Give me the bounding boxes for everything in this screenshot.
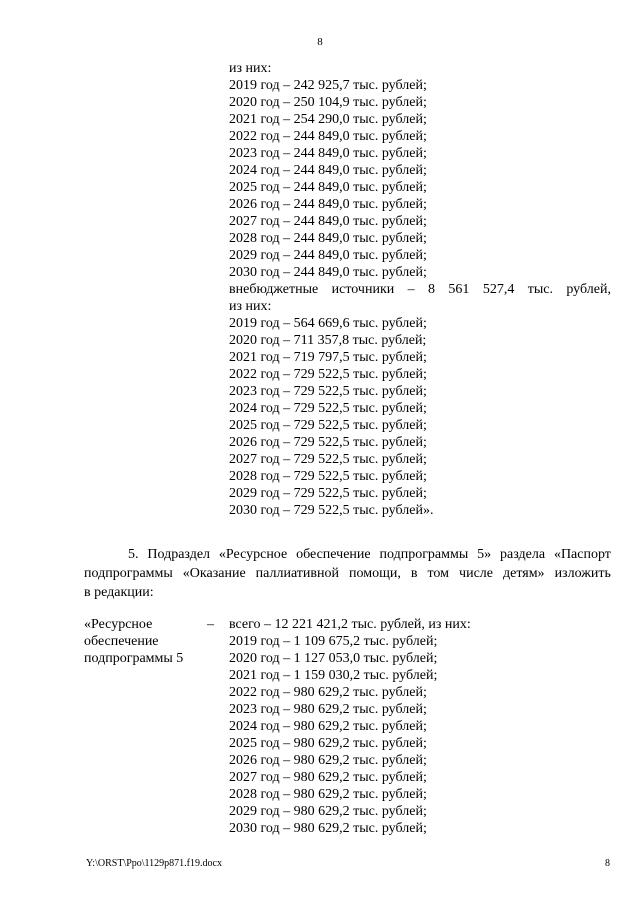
list-item: 2025 год – 729 522,5 тыс. рублей; — [229, 418, 427, 433]
list-item: 2027 год – 729 522,5 тыс. рублей; — [229, 452, 427, 467]
budget-intro: из них: — [229, 61, 272, 76]
resource-dash: – — [207, 617, 214, 632]
word: «Ресурсное — [218, 547, 288, 562]
list-item: 2028 год – 980 629,2 тыс. рублей; — [229, 787, 427, 802]
list-item: 2030 год – 244 849,0 тыс. рублей; — [229, 265, 427, 280]
paragraph-line-2 — [84, 564, 611, 583]
list-item: 2020 год – 250 104,9 тыс. рублей; — [229, 95, 427, 110]
word: изложить — [554, 566, 611, 581]
word: подпрограммы — [379, 547, 469, 562]
list-item: 2024 год – 244 849,0 тыс. рублей; — [229, 163, 427, 178]
word: – — [407, 282, 415, 297]
word: обеспечение — [296, 547, 371, 562]
list-item: 2019 год – 564 669,6 тыс. рублей; — [229, 316, 427, 331]
list-item: 2022 год – 244 849,0 тыс. рублей; — [229, 129, 427, 144]
list-item: 2020 год – 1 127 053,0 тыс. рублей; — [229, 651, 438, 666]
word: «Оказание — [182, 566, 246, 581]
word: числе — [459, 566, 493, 581]
word: том — [427, 566, 450, 581]
footer-page-number: 8 — [605, 858, 610, 869]
list-item: 2021 год – 719 797,5 тыс. рублей; — [229, 350, 427, 365]
resource-label-line: подпрограммы 5 — [84, 651, 184, 666]
word: «Паспорт — [553, 547, 611, 562]
list-item: 2025 год – 980 629,2 тыс. рублей; — [229, 736, 427, 751]
resource-label-line: «Ресурсное — [84, 617, 153, 632]
list-item: 2021 год – 1 159 030,2 тыс. рублей; — [229, 668, 438, 683]
word: 8 — [428, 282, 436, 297]
extrabudget-intro: из них: — [229, 299, 272, 314]
word: помощи, — [349, 566, 401, 581]
paragraph-line-1 — [84, 545, 611, 564]
list-item: 2020 год – 711 357,8 тыс. рублей; — [229, 333, 427, 348]
list-item: 2030 год – 729 522,5 тыс. рублей». — [229, 503, 434, 518]
word: детям» — [502, 566, 545, 581]
resource-label-line: обеспечение — [84, 634, 159, 649]
word: внебюджетные — [229, 282, 319, 297]
word: раздела — [500, 547, 546, 562]
word: рублей, — [566, 282, 611, 297]
word: 5. — [128, 547, 139, 562]
list-item: 2019 год – 242 925,7 тыс. рублей; — [229, 78, 427, 93]
list-item: 2026 год – 729 522,5 тыс. рублей; — [229, 435, 427, 450]
paragraph-line-3: в редакции: — [84, 585, 154, 600]
list-item: 2027 год – 980 629,2 тыс. рублей; — [229, 770, 427, 785]
word: 527,4 — [482, 282, 515, 297]
resource-total: всего – 12 221 421,2 тыс. рублей, из них: — [229, 617, 471, 632]
list-item: 2019 год – 1 109 675,2 тыс. рублей; — [229, 634, 438, 649]
list-item: 2025 год – 244 849,0 тыс. рублей; — [229, 180, 427, 195]
list-item: 2029 год – 244 849,0 тыс. рублей; — [229, 248, 427, 263]
word: 561 — [448, 282, 470, 297]
resource-years-list — [229, 616, 471, 837]
list-item: 2022 год – 729 522,5 тыс. рублей; — [229, 367, 427, 382]
word: в — [410, 566, 418, 581]
list-item: 2027 год – 244 849,0 тыс. рублей; — [229, 214, 427, 229]
list-item: 2024 год – 980 629,2 тыс. рублей; — [229, 719, 427, 734]
list-item: 2029 год – 980 629,2 тыс. рублей; — [229, 804, 427, 819]
word: источники — [331, 282, 395, 297]
list-item: 2029 год – 729 522,5 тыс. рублей; — [229, 486, 427, 501]
list-item: 2026 год – 980 629,2 тыс. рублей; — [229, 753, 427, 768]
word: 5» — [477, 547, 492, 562]
resource-label — [84, 616, 183, 667]
list-item: 2024 год – 729 522,5 тыс. рублей; — [229, 401, 427, 416]
footer-file-path: Y:\ORST\Ppo\1129p871.f19.docx — [86, 858, 222, 869]
list-item: 2030 год – 980 629,2 тыс. рублей; — [229, 821, 427, 836]
list-item: 2021 год – 254 290,0 тыс. рублей; — [229, 112, 427, 127]
list-item: 2023 год – 980 629,2 тыс. рублей; — [229, 702, 427, 717]
word: паллиативной — [255, 566, 340, 581]
list-item: 2028 год – 729 522,5 тыс. рублей; — [229, 469, 427, 484]
amendment-paragraph — [84, 545, 611, 602]
page-number-top: 8 — [317, 36, 323, 48]
list-item: 2026 год – 244 849,0 тыс. рублей; — [229, 197, 427, 212]
word: подпрограммы — [84, 566, 173, 581]
list-item: 2028 год – 244 849,0 тыс. рублей; — [229, 231, 427, 246]
word: тыс. — [527, 282, 553, 297]
list-item: 2023 год – 244 849,0 тыс. рублей; — [229, 146, 427, 161]
list-item: 2023 год – 729 522,5 тыс. рублей; — [229, 384, 427, 399]
word: Подраздел — [147, 547, 211, 562]
budget-years-list — [229, 60, 611, 519]
list-item: 2022 год – 980 629,2 тыс. рублей; — [229, 685, 427, 700]
extrabudget-total — [229, 281, 611, 298]
